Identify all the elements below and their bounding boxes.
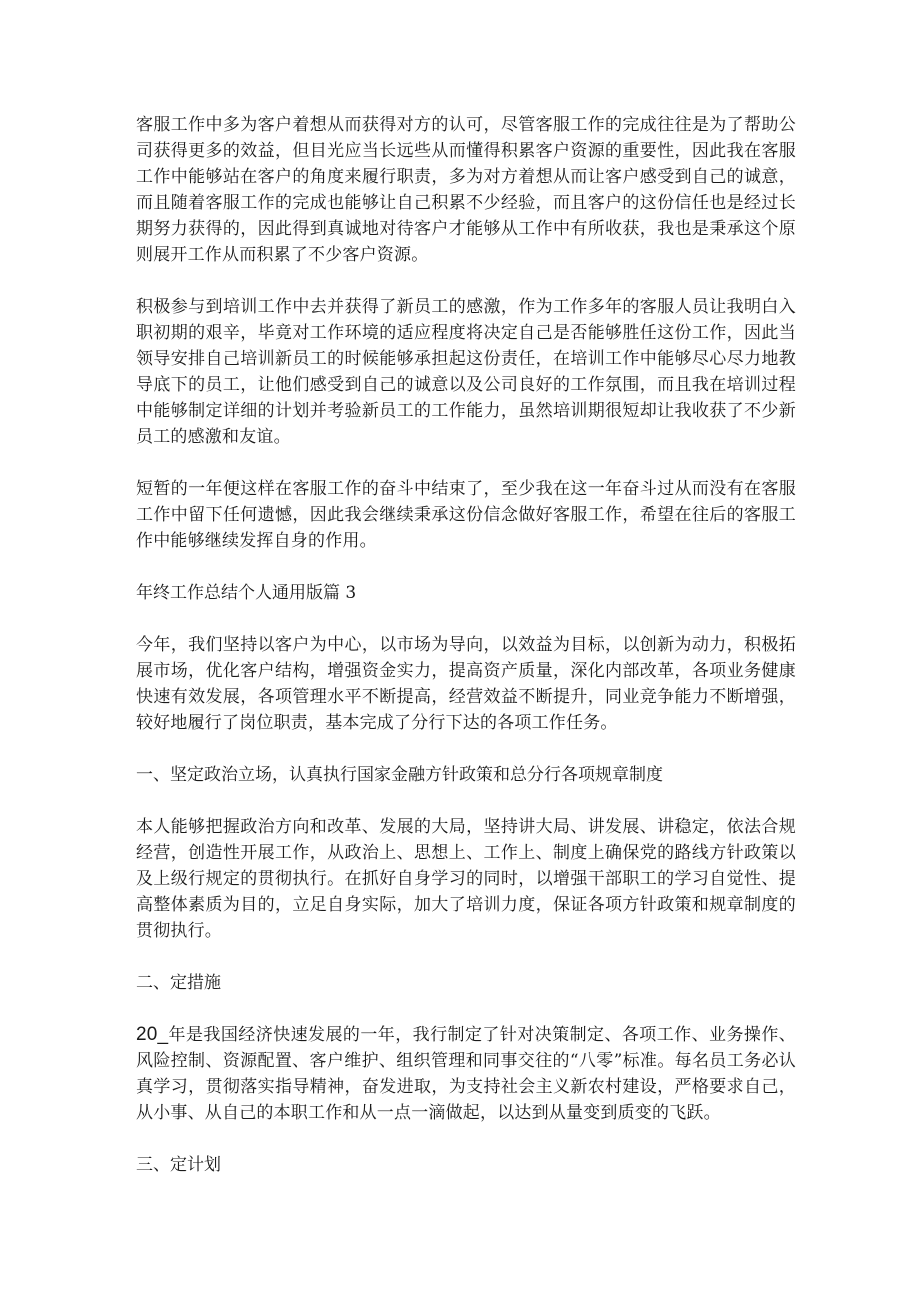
paragraph-political-stance: 本人能够把握政治方向和改革、发展的大局，坚持讲大局、讲发展、讲稳定，依法合规经营，创造性开展工作，从政治上、思想上、工作上、制度上确保党的路线方针政策以及上级行规定的贯彻执行。在抓好自身学习的同时，以增强干部职工的学习自觉性、提高整体素质为目的，立足自身实际，加大了培训力度，保证各项方针政策和规章制度的贯彻执行。 xyxy=(136,817,796,941)
heading-measures: 二、定措施 xyxy=(136,973,221,993)
section-title: 年终工作总结个人通用版篇 3 xyxy=(136,583,357,603)
document-page xyxy=(136,112,796,1204)
paragraph-measures-text: 年是我国经济快速发展的一年，我行制定了针对决策制定、各项工作、业务操作、风险控制、资源配置、客户维护、组织管理和同事交往的“八零”标准。每名员工务必认真学习，贯彻落实指导精神，奋发进取，为支持社会主义新农村建设，严格要求自己，从小事、从自己的本职工作和从一点一滴做起，以达到从量变到质变的飞跃。 xyxy=(136,1025,796,1123)
heading-political-stance: 一、坚定政治立场，认真执行国家金融方针政策和总分行各项规章制度 xyxy=(136,765,663,785)
paragraph-customer-service: 客服工作中多为客户着想从而获得对方的认可，尽管客服工作的完成往往是为了帮助公司获得更多的效益，但目光应当长远些从而懂得积累客户资源的重要性，因此我在客服工作中能够站在客户的角度来履行职责，多为对方着想从而让客户感受到自己的诚意，而且随着客服工作的完成也能够让自己积累不少经验，而且客户的这份信任也是经过长期努力获得的，因此得到真诚地对待客户才能够从工作中有所收获，我也是秉承这个原则展开工作从而积累了不少客户资源。 xyxy=(136,115,796,265)
year-label: 20_ xyxy=(136,1024,169,1045)
paragraph-overview: 今年，我们坚持以客户为中心，以市场为导向，以效益为目标，以创新为动力，积极拓展市场，优化客户结构，增强资金实力，提高资产质量，深化内部改革，各项业务健康快速有效发展，各项管理水平不断提高，经营效益不断提升，同业竞争能力不断增强，较好地履行了岗位职责，基本完成了分行下达的各项工作任务。 xyxy=(136,635,796,733)
paragraph-year-end: 短暂的一年便这样在客服工作的奋斗中结束了，至少我在这一年奋斗过从而没有在客服工作中留下任何遗憾，因此我会继续秉承这份信念做好客服工作，希望在往后的客服工作中能够继续发挥自身的作用。 xyxy=(136,479,796,551)
heading-plan: 三、定计划 xyxy=(136,1155,221,1175)
paragraph-training: 积极参与到培训工作中去并获得了新员工的感激，作为工作多年的客服人员让我明白入职初期的艰辛，毕竟对工作环境的适应程度将决定自己是否能够胜任这份工作，因此当领导安排自己培训新员工的时候能够承担起这份责任，在培训工作中能够尽心尽力地教导底下的员工，让他们感受到自己的诚意以及公司良好的工作氛围，而且我在培训过程中能够制定详细的计划并考验新员工的工作能力，虽然培训期很短却让我收获了不少新员工的感激和友谊。 xyxy=(136,297,796,447)
paragraph-measures xyxy=(136,1022,796,1126)
